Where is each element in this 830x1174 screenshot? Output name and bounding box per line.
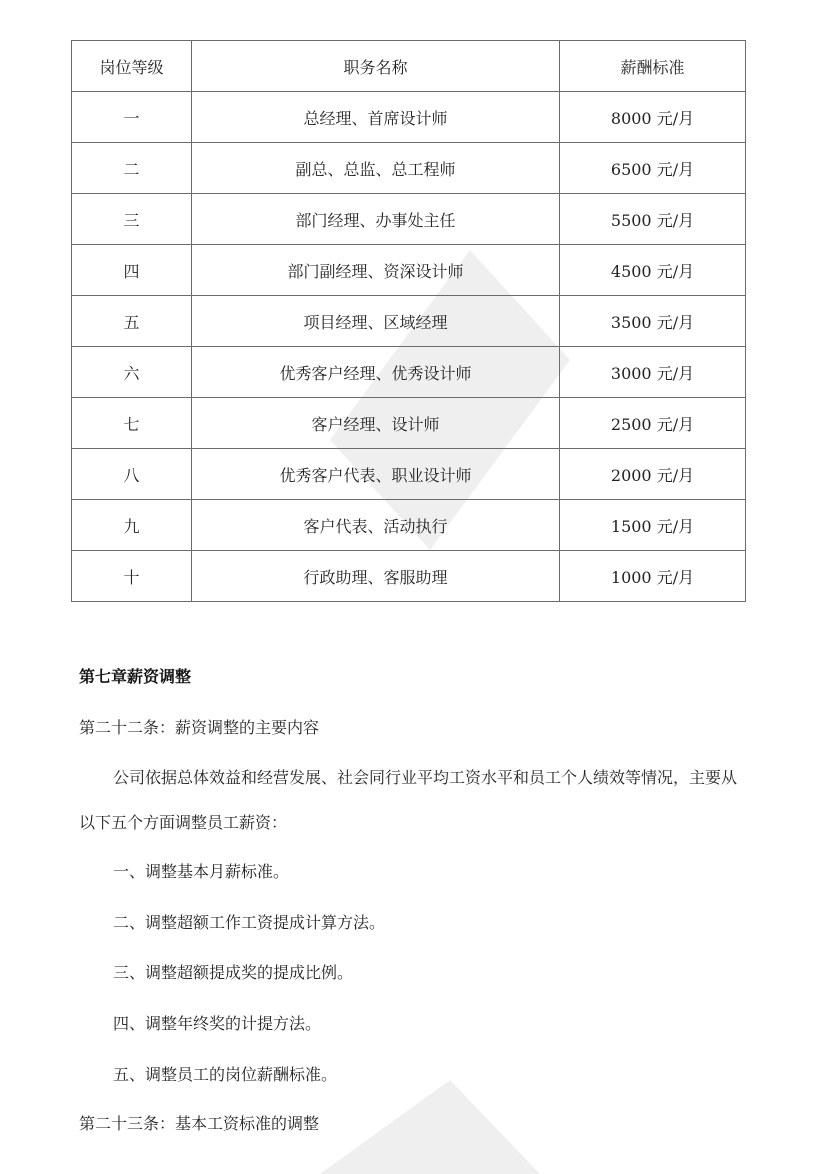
cell-title: 项目经理、区域经理 [192, 296, 560, 347]
cell-title: 优秀客户经理、优秀设计师 [192, 347, 560, 398]
table-row [72, 551, 746, 602]
cell-pay: 6500 元/月 [560, 143, 746, 194]
cell-level: 四 [72, 245, 192, 296]
cell-level: 二 [72, 143, 192, 194]
list-item: 五、调整员工的岗位薪酬标准。 [113, 1065, 338, 1084]
cell-pay: 5500 元/月 [560, 194, 746, 245]
table-row [72, 296, 746, 347]
header-level: 岗位等级 [72, 41, 192, 92]
list-item: 三、调整超额提成奖的提成比例。 [113, 963, 354, 982]
article-23-heading: 第二十三条：基本工资标准的调整 [79, 1114, 320, 1133]
article-22-paragraph-line-2: 以下五个方面调整员工薪资： [79, 813, 288, 832]
cell-level: 六 [72, 347, 192, 398]
cell-title: 部门副经理、资深设计师 [192, 245, 560, 296]
cell-pay: 3500 元/月 [560, 296, 746, 347]
cell-title: 行政助理、客服助理 [192, 551, 560, 602]
list-item: 二、调整超额工作工资提成计算方法。 [113, 913, 386, 932]
table-header-row [72, 41, 746, 92]
cell-level: 十 [72, 551, 192, 602]
cell-pay: 2500 元/月 [560, 398, 746, 449]
cell-title: 优秀客户代表、职业设计师 [192, 449, 560, 500]
table-row [72, 500, 746, 551]
cell-title: 部门经理、办事处主任 [192, 194, 560, 245]
cell-pay: 2000 元/月 [560, 449, 746, 500]
salary-standard-table [71, 40, 746, 602]
cell-title: 副总、总监、总工程师 [192, 143, 560, 194]
cell-level: 三 [72, 194, 192, 245]
cell-title: 客户代表、活动执行 [192, 500, 560, 551]
article-22-heading: 第二十二条：薪资调整的主要内容 [79, 718, 320, 737]
header-pay: 薪酬标准 [560, 41, 746, 92]
cell-pay: 4500 元/月 [560, 245, 746, 296]
table-row [72, 449, 746, 500]
cell-level: 七 [72, 398, 192, 449]
cell-pay: 8000 元/月 [560, 92, 746, 143]
watermark-icon [320, 1080, 540, 1174]
chapter-title: 第七章薪资调整 [79, 667, 192, 686]
table-row [72, 92, 746, 143]
cell-title: 总经理、首席设计师 [192, 92, 560, 143]
cell-pay: 1500 元/月 [560, 500, 746, 551]
cell-level: 一 [72, 92, 192, 143]
article-22-paragraph-line-1: 公司依据总体效益和经营发展、社会同行业平均工资水平和员工个人绩效等情况，主要从 [113, 768, 738, 787]
table-row [72, 194, 746, 245]
table-row [72, 245, 746, 296]
cell-pay: 3000 元/月 [560, 347, 746, 398]
cell-level: 五 [72, 296, 192, 347]
list-item: 四、调整年终奖的计提方法。 [113, 1014, 322, 1033]
list-item: 一、调整基本月薪标准。 [113, 862, 290, 881]
table-row [72, 347, 746, 398]
table-row [72, 398, 746, 449]
cell-level: 八 [72, 449, 192, 500]
cell-title: 客户经理、设计师 [192, 398, 560, 449]
cell-pay: 1000 元/月 [560, 551, 746, 602]
table-row [72, 143, 746, 194]
cell-level: 九 [72, 500, 192, 551]
header-title: 职务名称 [192, 41, 560, 92]
